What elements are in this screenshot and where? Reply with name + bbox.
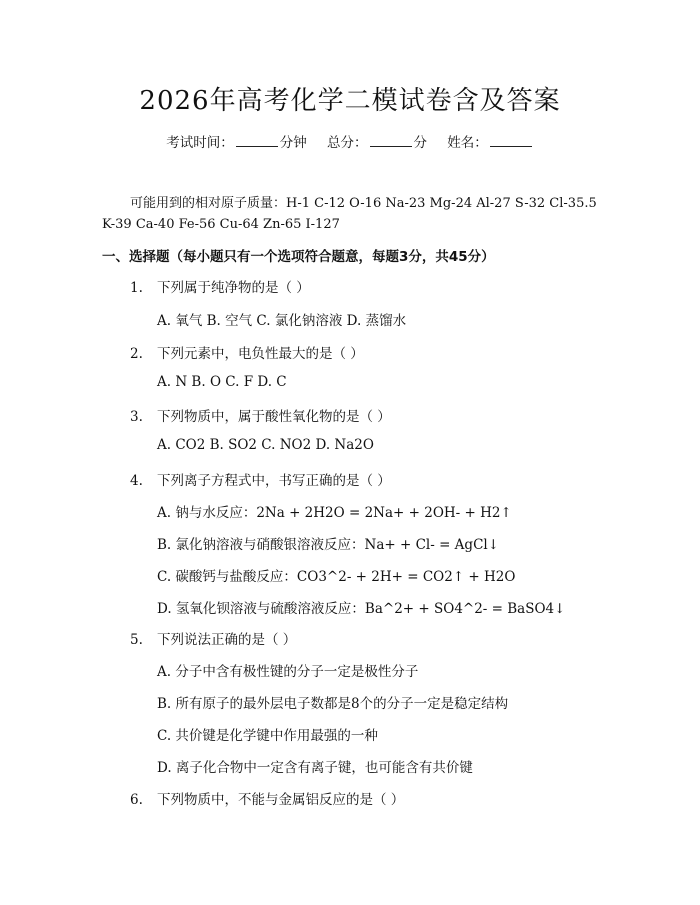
question-number: 4. — [130, 473, 143, 489]
score-blank — [370, 134, 412, 147]
question-stem — [130, 405, 391, 425]
question-stem — [130, 469, 391, 489]
time-unit: 分钟 — [279, 135, 307, 151]
question-option: A. 氧气 B. 空气 C. 氯化钠溶液 D. 蒸馏水 — [157, 313, 407, 329]
exam-time — [166, 135, 311, 151]
name-label: 姓名： — [447, 135, 488, 151]
question-option: D. 氢氧化钡溶液与硫酸溶液反应：Ba^2+ + SO4^2- = BaSO4↓ — [157, 601, 566, 617]
question-option: A. 钠与水反应：2Na + 2H2O = 2Na+ + 2OH- + H2↑ — [157, 505, 512, 521]
question-stem — [130, 276, 310, 296]
page-title: 2026年高考化学二模试卷含及答案 — [139, 86, 561, 116]
question-option: A. 分子中含有极性键的分子一定是极性分子 — [157, 664, 419, 680]
question-option: C. 碳酸钙与盐酸反应：CO3^2- + 2H+ = CO2↑ + H2O — [157, 569, 516, 585]
question-text: 下列物质中，属于酸性氧化物的是（ ） — [157, 409, 391, 425]
question-text: 下列元素中，电负性最大的是（ ） — [157, 346, 364, 362]
question-number: 3. — [130, 409, 143, 425]
question-option: D. 离子化合物中一定含有离子键，也可能含有共价键 — [157, 760, 473, 776]
section-heading: 一、选择题（每小题只有一个选项符合题意，每题3分，共45分） — [102, 249, 495, 265]
question-number: 6. — [130, 792, 143, 808]
question-stem — [130, 628, 296, 648]
question-text: 下列物质中，不能与金属铝反应的是（ ） — [157, 792, 405, 808]
time-blank — [236, 134, 278, 147]
question-text: 下列说法正确的是（ ） — [157, 632, 297, 648]
question-option: B. 所有原子的最外层电子数都是8个的分子一定是稳定结构 — [157, 696, 509, 712]
exam-meta — [0, 131, 700, 151]
question-option: A. CO2 B. SO2 C. NO2 D. Na2O — [157, 437, 374, 453]
question-option: B. 氯化钠溶液与硝酸银溶液反应：Na+ + Cl- = AgCl↓ — [157, 537, 500, 553]
name-blank — [490, 134, 532, 147]
score-unit: 分 — [413, 135, 427, 151]
question-text: 下列属于纯净物的是（ ） — [157, 280, 310, 296]
question-text: 下列离子方程式中，书写正确的是（ ） — [157, 473, 391, 489]
question-option: A. N B. O C. F D. C — [157, 374, 287, 390]
score-label: 总分： — [327, 135, 368, 151]
time-label: 考试时间： — [166, 135, 234, 151]
question-number: 2. — [130, 346, 143, 362]
exam-score — [327, 135, 431, 151]
question-number: 1. — [130, 280, 143, 296]
question-stem — [130, 788, 404, 808]
atomic-masses: 可能用到的相对原子质量：H-1 C-12 O-16 Na-23 Mg-24 Al-27 S-32 Cl-35.5 K-39 Ca-40 Fe-56 Cu-64 Zn-65 I-127 — [102, 196, 597, 232]
question-stem — [130, 342, 364, 362]
question-number: 5. — [130, 632, 143, 648]
question-option: C. 共价键是化学键中作用最强的一种 — [157, 728, 378, 744]
exam-name — [447, 135, 534, 151]
